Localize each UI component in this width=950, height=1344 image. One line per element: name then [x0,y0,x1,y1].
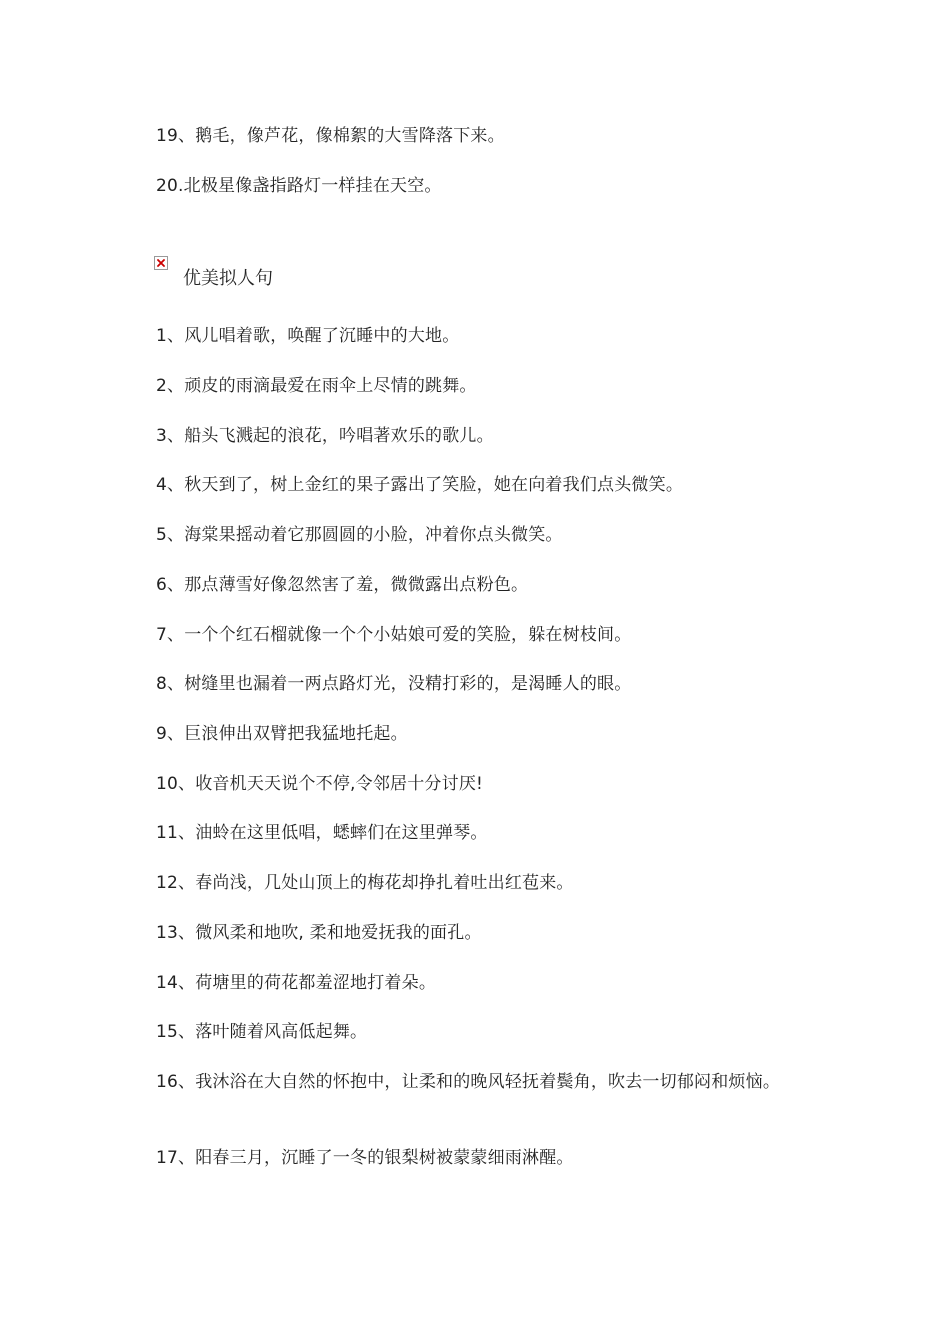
sentence-item: 2、顽皮的雨滴最爱在雨伞上尽情的跳舞。 [156,376,477,396]
sentence-item: 17、阳春三月，沉睡了一冬的银梨树被蒙蒙细雨淋醒。 [156,1148,574,1168]
sentence-item: 4、秋天到了，树上金红的果子露出了笑脸，她在向着我们点头微笑。 [156,475,684,495]
broken-image-icon [154,256,168,270]
sentence-item: 14、荷塘里的荷花都羞涩地打着朵。 [156,973,437,993]
sentence-item: 19、鹅毛，像芦花，像棉絮的大雪降落下来。 [156,126,505,146]
sentence-item: 6、那点薄雪好像忽然害了羞，微微露出点粉色。 [156,575,529,595]
sentence-item: 10、收音机天天说个不停,令邻居十分讨厌! [156,774,484,794]
sentence-item: 20.北极星像盏指路灯一样挂在天空。 [156,176,442,196]
sentence-item: 8、树缝里也漏着一两点路灯光，没精打彩的，是渴睡人的眼。 [156,674,632,694]
sentence-item: 15、落叶随着风高低起舞。 [156,1022,368,1042]
section-heading [154,256,554,288]
sentence-item: 16、我沐浴在大自然的怀抱中，让柔和的晚风轻抚着鬓角，吹去一切郁闷和烦恼。 [156,1072,781,1092]
section-title: 优美拟人句 [183,268,273,289]
sentence-item: 13、微风柔和地吹, 柔和地爱抚我的面孔。 [156,923,482,943]
sentence-item: 5、海棠果摇动着它那圆圆的小脸，冲着你点头微笑。 [156,525,563,545]
sentence-item: 11、油蛉在这里低唱，蟋蟀们在这里弹琴。 [156,823,488,843]
sentence-item: 9、巨浪伸出双臂把我猛地托起。 [156,724,408,744]
sentence-item: 3、船头飞溅起的浪花，吟唱著欢乐的歌儿。 [156,426,494,446]
sentence-item: 1、风儿唱着歌，唤醒了沉睡中的大地。 [156,326,460,346]
sentence-item: 12、春尚浅，几处山顶上的梅花却挣扎着吐出红苞来。 [156,873,574,893]
sentence-item: 7、一个个红石榴就像一个个小姑娘可爱的笑脸，躲在树枝间。 [156,625,632,645]
